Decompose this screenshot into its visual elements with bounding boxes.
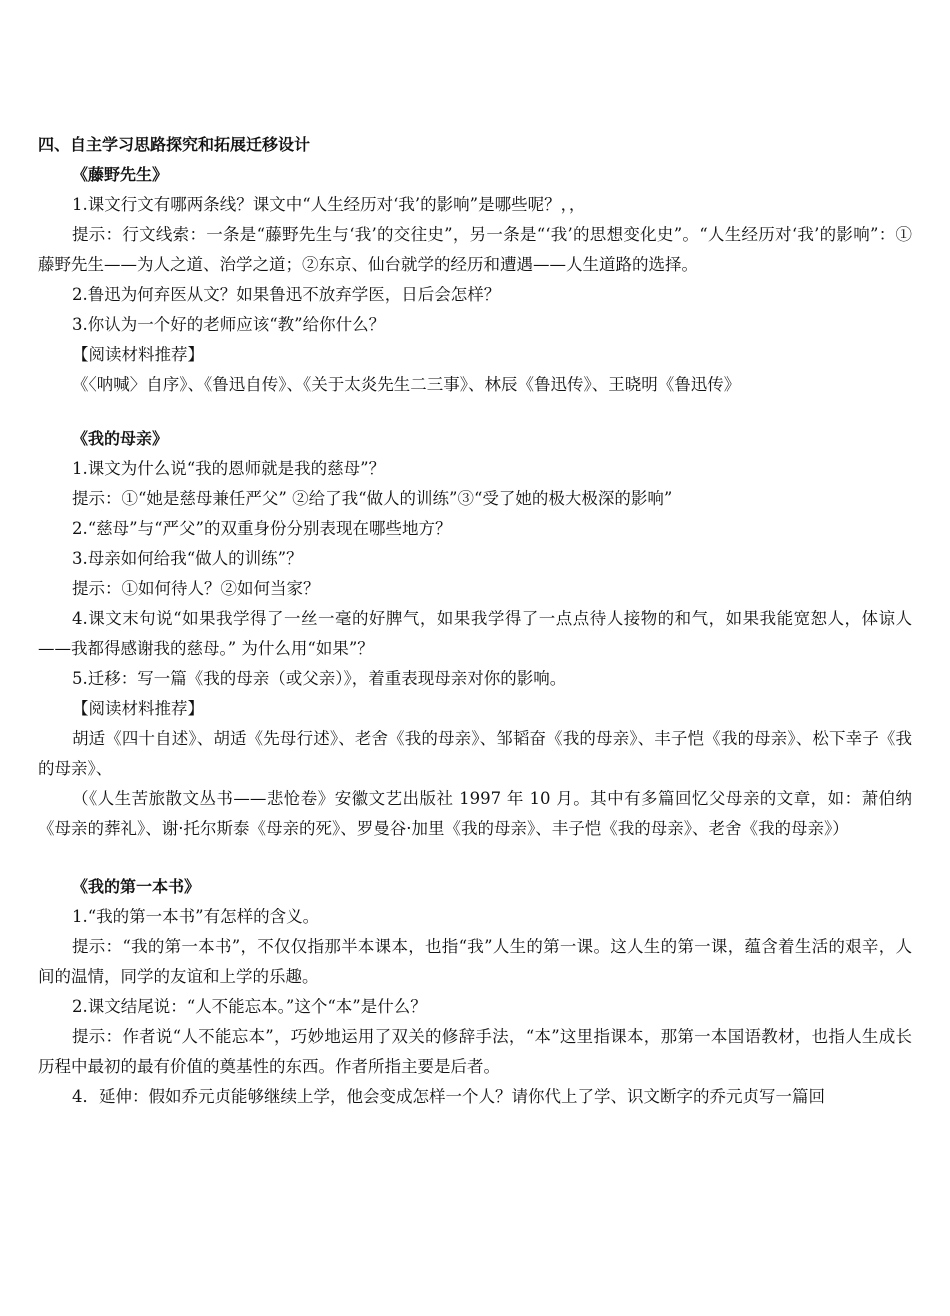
hint-2: 提示：作者说“人不能忘本”，巧妙地运用了双关的修辞手法，“本”这里指课本，那第一本国语教材，也指人生成长历程中最初的最有价值的奠基性的东西。作者所指主要是后者。 — [38, 1027, 912, 1076]
hint-1: 提示：行文线索：一条是“藤野先生与‘我’的交往史”，另一条是“‘我’的思想变化史”。“人生经历对‘我’的影响”：①藤野先生——为人之道、治学之道；②东京、仙台就学的经历和遭遇——人生道路的选择。 — [38, 225, 912, 274]
question-4: 4.课文末句说“如果我学得了一丝一毫的好脾气，如果我学得了一点点待人接物的和气，如果我能宽恕人，体谅人——我都得感谢我的慈母。” 为什么用“如果”？ — [38, 609, 912, 658]
hint-3: 提示：①如何待人？②如何当家？ — [72, 579, 320, 598]
reading-list: 胡适《四十自述》、胡适《先母行述》、老舍《我的母亲》、邹韬奋《我的母亲》、丰子恺《我的母亲》、松下幸子《我的母亲》、 — [38, 729, 912, 778]
question-1: 1.课文行文有哪两条线？课文中“人生经历对‘我’的影响”是哪些呢？，， — [72, 195, 586, 214]
question-3: 3.你认为一个好的老师应该“教”给你什么？ — [72, 315, 386, 334]
hint-1: 提示：①“她是慈母兼任严父” ②给了我“做人的训练”③“受了她的极大极深的影响” — [72, 489, 673, 508]
reading-label: 【阅读材料推荐】 — [72, 345, 204, 364]
question-5: 5.迁移：写一篇《我的母亲（或父亲）》，着重表现母亲对你的影响。 — [72, 669, 567, 688]
hint-1: 提示：“我的第一本书”，不仅仅指那半本课本，也指“我”人生的第一课。这人生的第一课，蕴含着生活的艰辛，人间的温情，同学的友谊和上学的乐趣。 — [38, 937, 912, 986]
question-2: 2.鲁迅为何弃医从文？如果鲁迅不放弃学医，日后会怎样？ — [72, 285, 501, 304]
lesson-title-tengye: 《藤野先生》 — [72, 165, 169, 184]
question-4: 4．延伸：假如乔元贞能够继续上学，他会变成怎样一个人？请你代上了学、识文断字的乔元贞写一篇回 — [72, 1087, 825, 1106]
section-heading: 四、自主学习思路探究和拓展迁移设计 — [38, 135, 311, 154]
question-2: 2.课文结尾说：“人不能忘本。”这个“本”是什么？ — [72, 997, 427, 1016]
reading-label: 【阅读材料推荐】 — [72, 699, 204, 718]
question-3: 3.母亲如何给我“做人的训练”？ — [72, 549, 303, 568]
lesson-title-first-book: 《我的第一本书》 — [72, 877, 201, 896]
reading-list: 《〈呐喊〉自序》、《鲁迅自传》、《关于太炎先生二三事》、林辰《鲁迅传》、王晓明《鲁迅传》 — [72, 375, 741, 394]
question-1: 1.课文为什么说“我的恩师就是我的慈母”？ — [72, 459, 386, 478]
reading-note: （《人生苦旅散文丛书——悲怆卷》安徽文艺出版社 1997 年 10 月。其中有多篇回忆父母亲的文章，如：萧伯纳《母亲的葬礼》、谢·托尔斯泰《母亲的死》、罗曼谷·加里《我的母亲》、丰子恺《我的母亲》、老舍《我的母亲》） — [38, 789, 912, 838]
lesson-title-mother: 《我的母亲》 — [72, 429, 169, 448]
question-1: 1.“我的第一本书”有怎样的含义。 — [72, 907, 320, 926]
document-page — [38, 130, 912, 1112]
question-2: 2.“慈母”与“严父”的双重身份分别表现在哪些地方？ — [72, 519, 452, 538]
